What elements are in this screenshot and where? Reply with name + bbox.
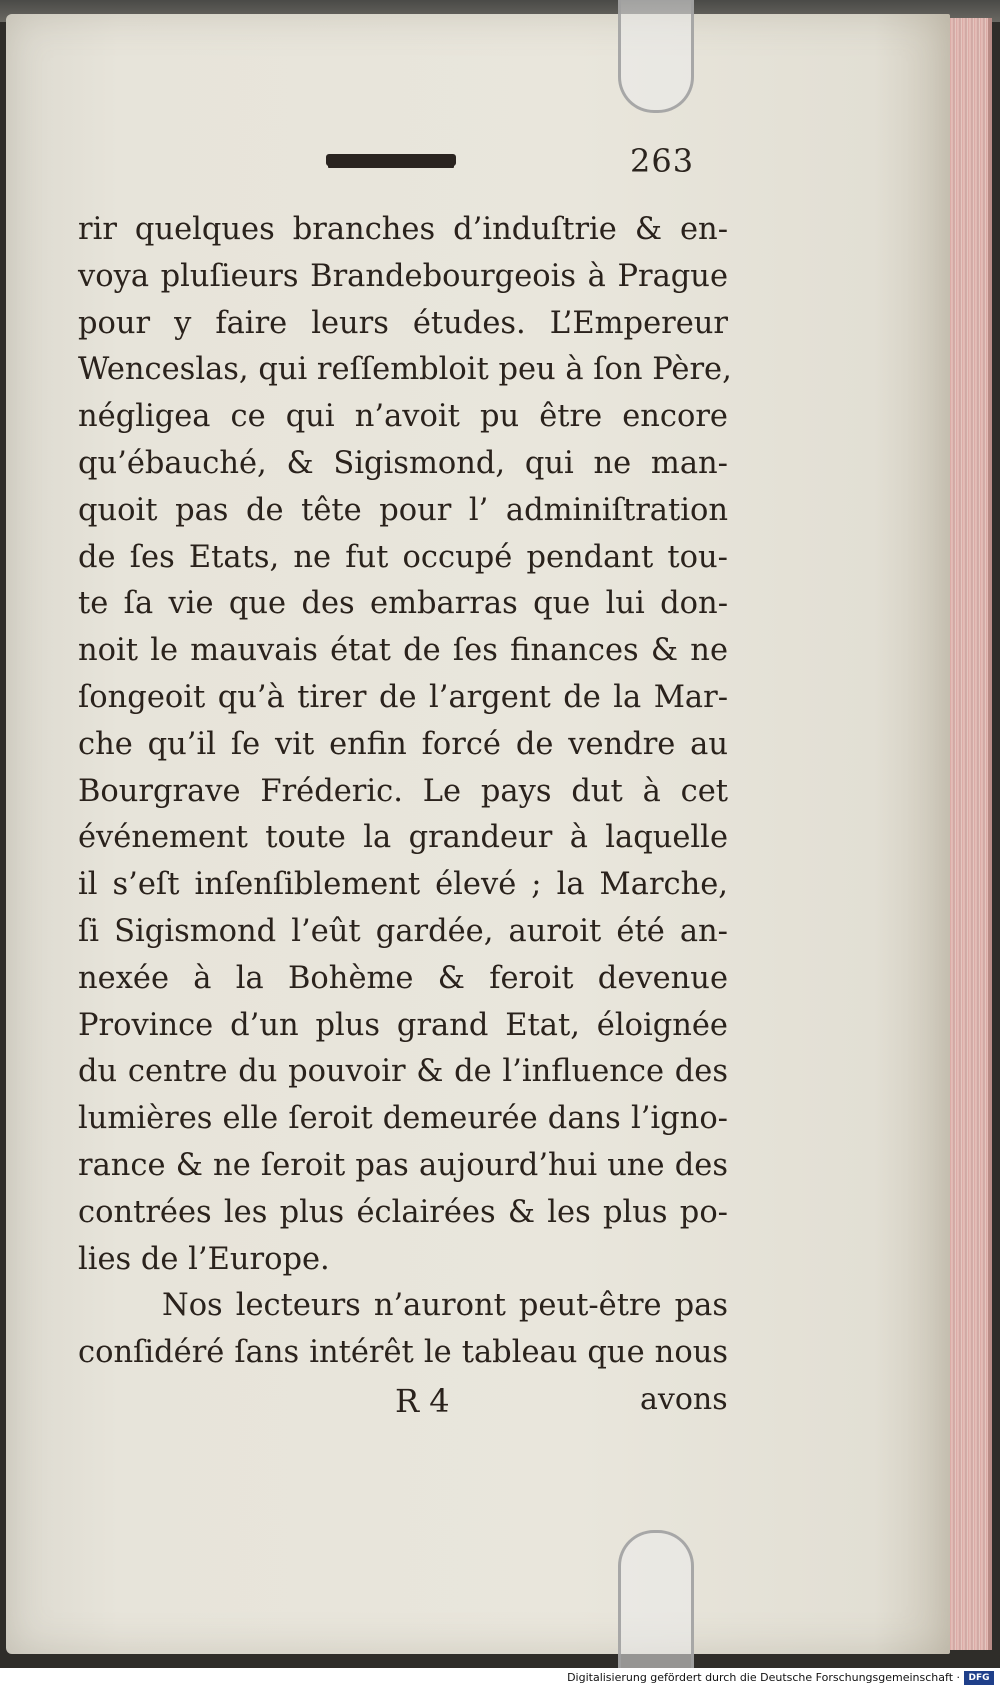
text-line: rance & ne ſeroit pas aujourd’hui une des [78,1147,728,1183]
signature-mark: R 4 [395,1382,450,1420]
text-line: qu’ébauché, & Sigismond, qui ne man- [78,445,728,481]
text-line: che qu’il ſe vit enfin forcé de vendre au [78,726,728,762]
text-line: conſidéré ſans intérêt le tableau que nous [78,1335,728,1371]
text-line: Province d’un plus grand Etat, éloignée [78,1007,728,1043]
text-line: il s’eſt inſenſiblement élevé ; la Marche, [78,867,728,903]
text-line: noit le mauvais état de ſes finances & ne [78,633,728,669]
text-line: négligea ce qui n’avoit pu être encore [78,399,728,435]
page-fore-edge [950,18,992,1650]
text-line: voya pluſieurs Brandebourgeois à Prague [78,258,728,294]
text-line: nexée à la Bohème & feroit devenue [78,960,728,996]
catchword: avons [640,1382,728,1417]
body-text [78,207,732,1377]
text-line: Nos lecteurs n’auront peut-être pas [162,1288,728,1324]
text-line: contrées les plus éclairées & les plus po- [78,1194,728,1230]
page-clip-bottom [618,1530,694,1668]
text-line: ſi Sigismond l’eût gardée, auroit été an- [78,913,728,949]
text-line: ſongeoit qu’à tirer de l’argent de la Mar- [78,679,728,715]
dfg-logo: DFG [964,1671,994,1685]
text-line: événement toute la grandeur à laquelle [78,820,728,856]
text-line: pour y faire leurs études. L’Empereur [78,305,728,341]
text-line: rir quelques branches d’induſtrie & en- [78,212,728,247]
text-line: du centre du pouvoir & de l’influence des [78,1054,728,1090]
text-line: de ſes Etats, ne fut occupé pendant tou- [78,539,728,575]
header-rule [326,154,456,166]
text-line: quoit pas de tête pour l’ adminiſtration [78,492,728,528]
page-clip-top [618,0,694,113]
footer-credit: Digitalisierung gefördert durch die Deutsche Forschungsgemeinschaft · [567,1671,960,1684]
text-line: lumières elle ſeroit demeurée dans l’igno- [78,1101,728,1137]
text-line: lies de l’Europe. [78,1241,330,1277]
text-line: te ſa vie que des embarras que lui don- [78,586,728,622]
page-number: 263 [630,142,695,180]
text-line: Bourgrave Fréderic. Le pays dut à cet [78,773,728,809]
text-line: Wenceslas, qui reſſembloit peu à ſon Père, [78,352,732,388]
